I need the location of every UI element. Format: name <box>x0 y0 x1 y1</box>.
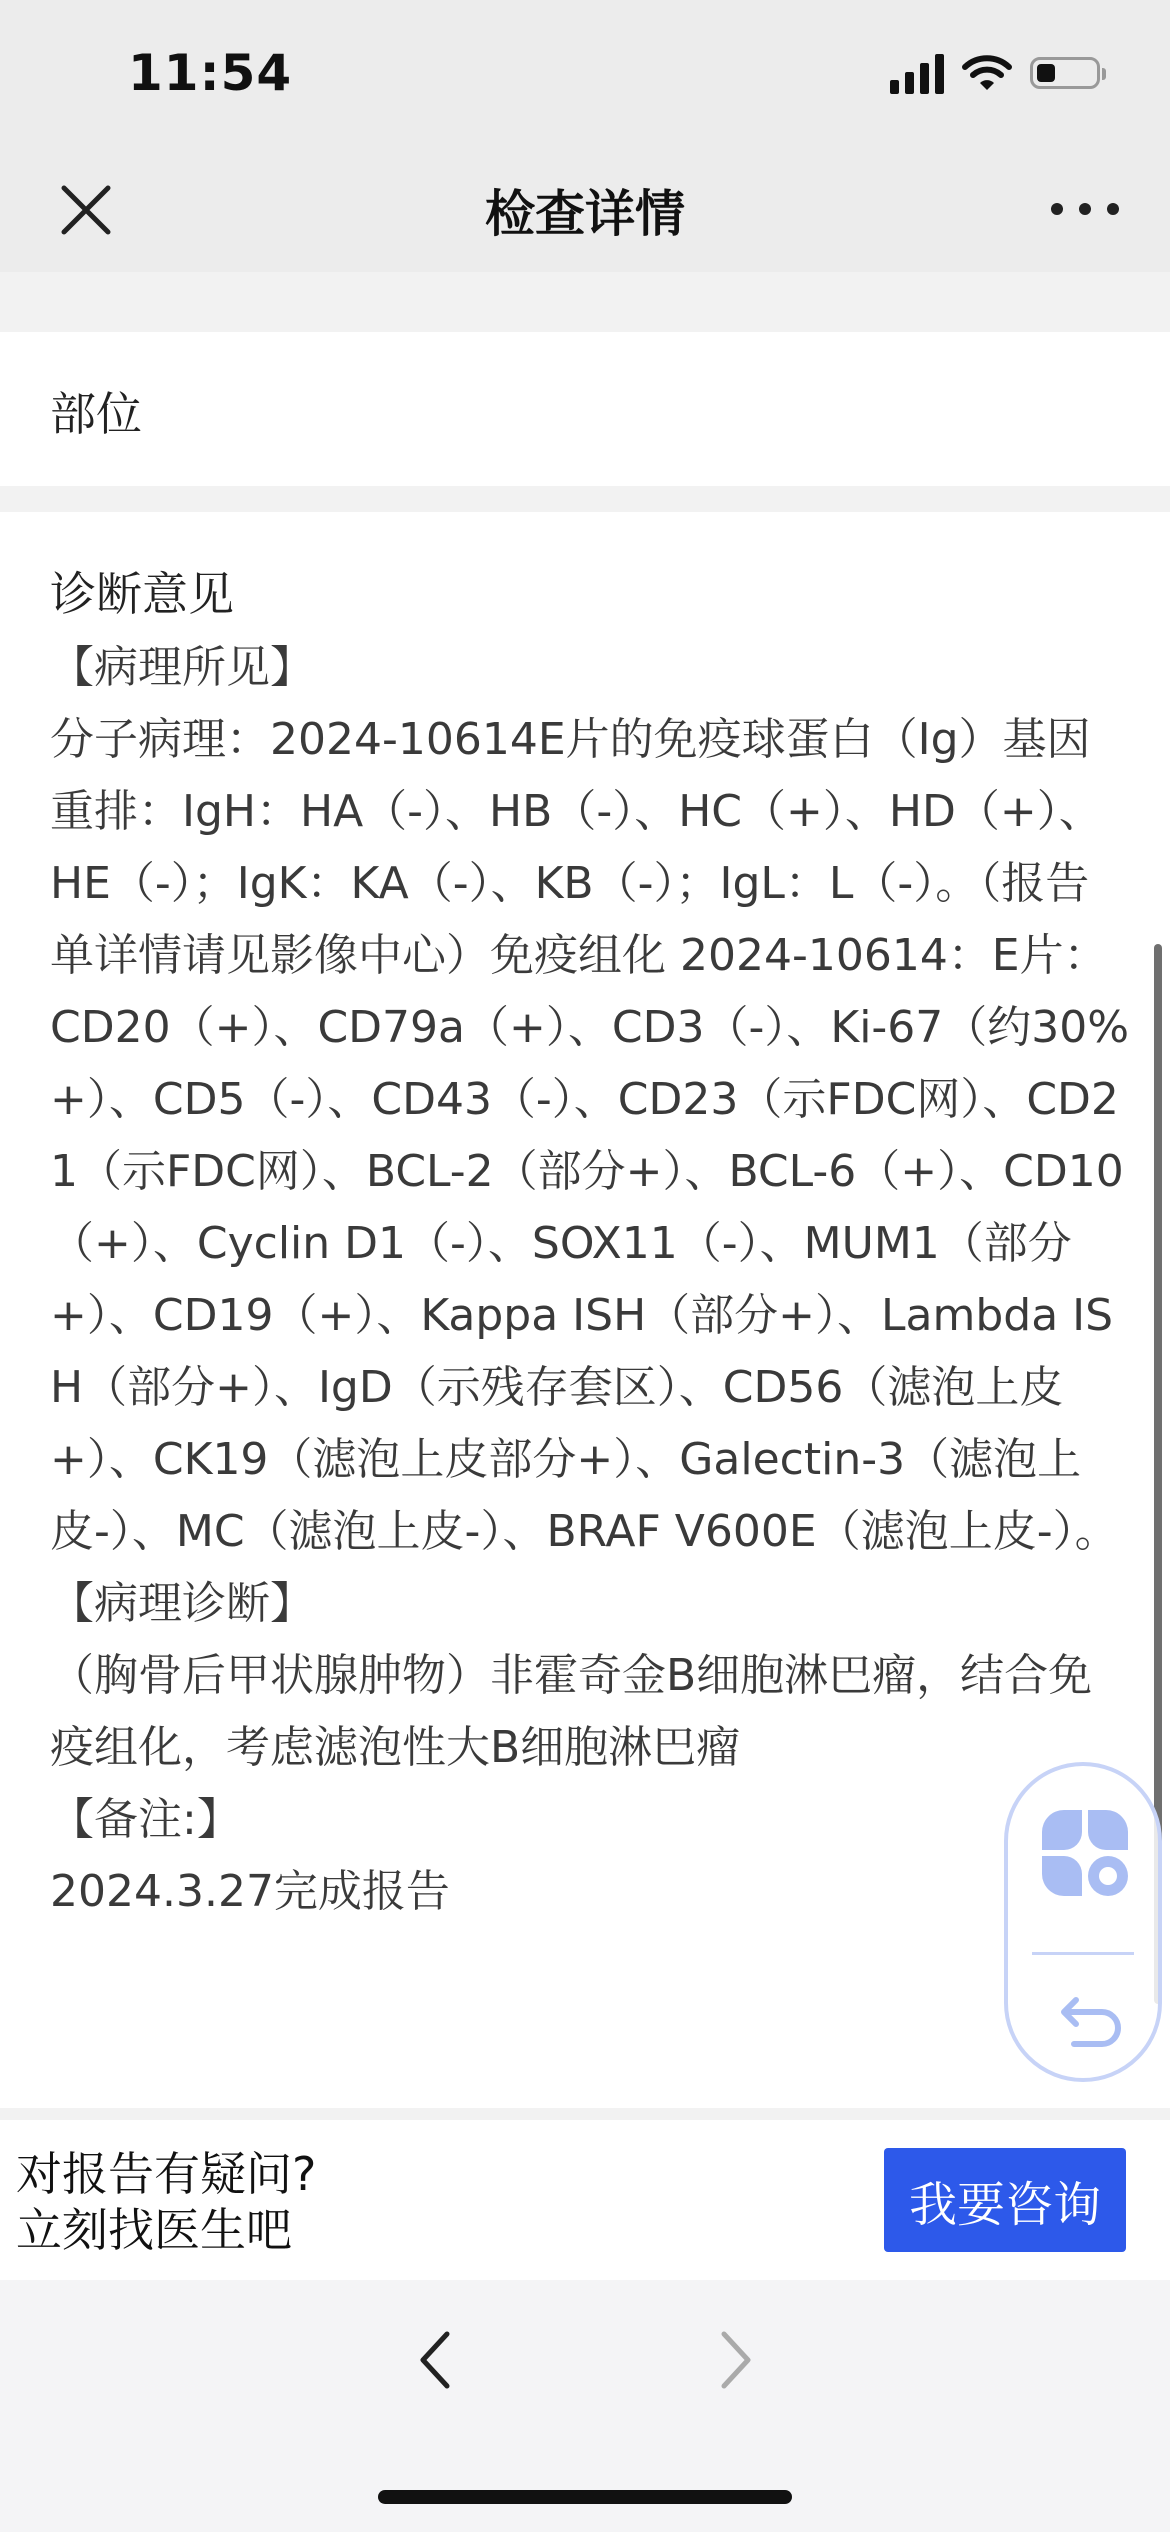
diagnosis-line-findings-text: 分子病理：2024-10614E片的免疫球蛋白（Ig）基因重排：IgH：HA（-）、HB（-）、HC（+）、HD（+）、HE（-）；IgK：KA（-）、KB（-）；IgL：L（-）。（报告单详情请见影像中心）免疫组化 2024-10614：E片：CD20（+）、CD79a（+）、CD3（-）、Ki-67（约30%+）、CD5（-）、CD43（-）、CD23（示FDC网）、CD21（示FDC网）、BCL-2（部分+）、BCL-6（+）、CD10（+）、Cyclin D1（-）、SOX11（-）、MUM1（部分+）、CD19（+）、Kappa ISH（部分+）、Lambda ISH（部分+）、IgD（示残存套区）、CD56（滤泡上皮+）、CK19（滤泡上皮部分+）、Galectin-3（滤泡上皮-）、MC（滤泡上皮-）、BRAF V600E（滤泡上皮-）。 <box>50 714 1130 1557</box>
diagnosis-line-diagnosis-heading: 【病理诊断】 <box>50 1578 314 1629</box>
status-time: 11:54 <box>128 44 293 102</box>
page-title: 检查详情 <box>485 185 685 243</box>
return-icon[interactable] <box>1044 1982 1124 2062</box>
diagnosis-line-findings-heading: 【病理所见】 <box>50 642 314 693</box>
widget-divider <box>1032 1952 1134 1955</box>
consult-prompt <box>16 2146 316 2258</box>
clover-menu-icon[interactable] <box>1034 1802 1136 1904</box>
diagnosis-section <box>0 512 1170 2108</box>
consult-button[interactable]: 我要咨询 <box>884 2148 1126 2252</box>
home-indicator <box>378 2490 792 2504</box>
forward-arrow-icon[interactable] <box>706 2320 766 2400</box>
part-label: 部位 <box>50 387 142 441</box>
floating-assistant-widget[interactable] <box>1004 1762 1162 2082</box>
consult-prompt-line2: 立刻找医生吧 <box>16 2203 292 2257</box>
status-icons <box>890 52 1100 94</box>
more-options-icon[interactable] <box>1040 184 1130 234</box>
back-arrow-icon[interactable] <box>405 2320 465 2400</box>
wifi-icon <box>962 54 1012 92</box>
battery-icon <box>1030 57 1100 89</box>
diagnosis-line-remark-heading: 【备注:】 <box>50 1794 241 1845</box>
diagnosis-line-diagnosis-text: （胸骨后甲状腺肿物）非霍奇金B细胞淋巴瘤，结合免疫组化，考虑滤泡性大B细胞淋巴瘤 <box>50 1650 1093 1773</box>
nav-bar <box>0 150 1170 272</box>
cellular-signal-icon <box>890 52 944 94</box>
consult-bar <box>0 2120 1170 2280</box>
diagnosis-body <box>50 632 1130 1928</box>
consult-prompt-line1: 对报告有疑问? <box>16 2147 317 2201</box>
status-bar <box>0 0 1170 150</box>
part-section <box>0 332 1170 486</box>
diagnosis-line-remark-text: 2024.3.27完成报告 <box>50 1866 450 1917</box>
diagnosis-title: 诊断意见 <box>50 567 234 621</box>
